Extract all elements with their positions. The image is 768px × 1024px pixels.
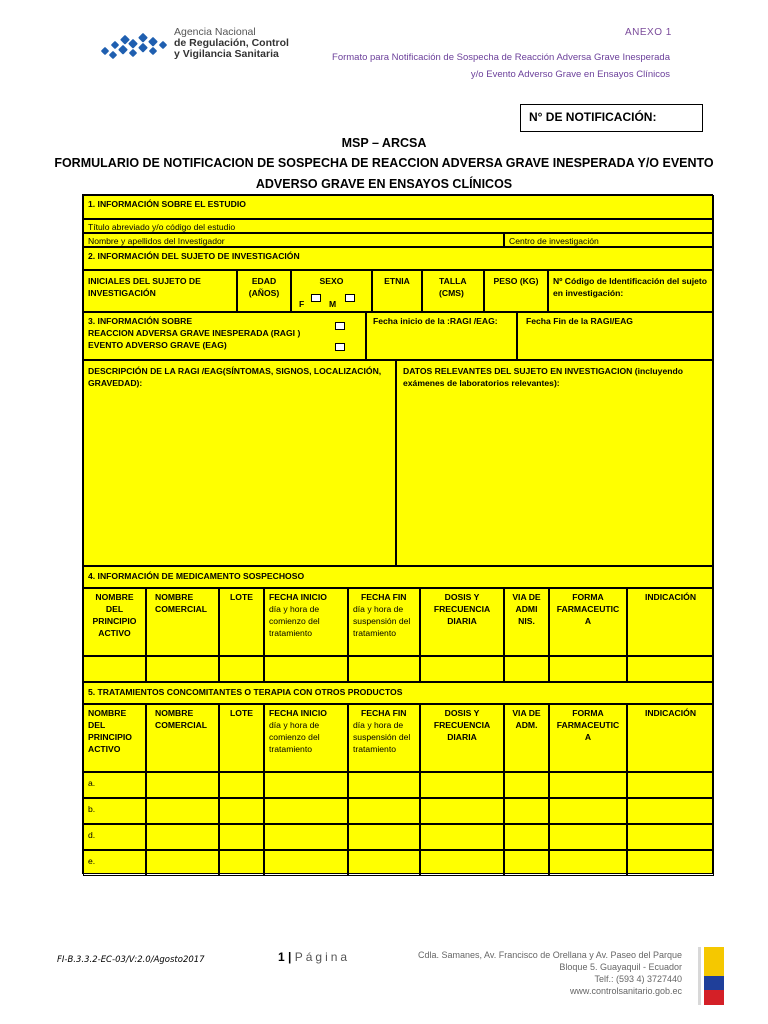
section-5-title: 5. TRATAMIENTOS CONCOMITANTES O TERAPIA CON OTROS PRODUCTOS xyxy=(83,682,714,704)
s5-col-pharma-form: FORMA FARMACEUTIC A xyxy=(549,704,627,772)
agency-logo-icon xyxy=(100,30,170,64)
s5-row-label: d. xyxy=(83,824,146,850)
age-field[interactable]: EDAD (AÑOS) xyxy=(237,270,291,312)
s5-start-date-desc: día y hora de comienzo del tratamiento xyxy=(269,720,320,754)
s5-cell[interactable] xyxy=(219,772,264,798)
research-center-field[interactable]: Centro de investigación xyxy=(504,233,714,247)
s5-row-label: e. xyxy=(83,850,146,876)
section-2-title: 2. INFORMACIÓN DEL SUJETO DE INVESTIGACIÓN xyxy=(83,247,714,270)
height-field[interactable]: TALLA (CMS) xyxy=(422,270,484,312)
sex-m-label: M xyxy=(329,299,337,309)
s5-cell[interactable] xyxy=(549,850,627,876)
section-3-title-line-1: 3. INFORMACIÓN SOBRE xyxy=(88,316,193,326)
s4-col-commercial-name: NOMBRE COMERCIAL xyxy=(146,588,219,656)
address-line-3: Telf.: (593 4) 3727440 xyxy=(594,974,682,984)
agency-name xyxy=(174,27,289,60)
page-number: 1 xyxy=(278,950,285,964)
s5-cell[interactable] xyxy=(627,798,714,824)
s5-cell[interactable] xyxy=(420,798,504,824)
s5-cell[interactable] xyxy=(627,772,714,798)
s5-start-date-label: FECHA INICIO xyxy=(269,708,327,718)
form-title-line-1: FORMULARIO DE NOTIFICACION DE SOSPECHA DE REACCION ADVERSA GRAVE INESPERADA Y/O EVENTO xyxy=(54,156,714,170)
document-code: FI-B.3.3.2-EC-03/V:2.0/Agosto2017 xyxy=(57,955,205,965)
format-title-line-2: y/o Evento Adverso Grave en Ensayos Clínicos xyxy=(470,69,670,80)
s5-cell[interactable] xyxy=(549,824,627,850)
s5-col-active-ingredient: NOMBRE DEL PRINCIPIO ACTIVO xyxy=(83,704,146,772)
ragi-checkbox[interactable] xyxy=(335,322,345,330)
s4-col-pharma-form: FORMA FARMACEUTIC A xyxy=(549,588,627,656)
s5-cell[interactable] xyxy=(219,850,264,876)
eag-checkbox[interactable] xyxy=(335,343,345,351)
address-line-2: Bloque 5. Guayaquil - Ecuador xyxy=(559,962,682,972)
s5-cell[interactable] xyxy=(549,772,627,798)
s4-cell[interactable] xyxy=(264,656,348,682)
subject-relevant-data-field[interactable]: DATOS RELEVANTES DEL SUJETO EN INVESTIGACION (incluyendo exámenes de laboratorios relevantes): xyxy=(396,360,714,566)
agency-line-1: Agencia Nacional xyxy=(174,26,256,38)
s4-start-date-desc: día y hora de comienzo del tratamiento xyxy=(269,604,320,638)
subject-initials-field[interactable]: INICIALES DEL SUJETO DE INVESTIGACIÓN xyxy=(83,270,237,312)
notification-form xyxy=(82,194,713,874)
subject-id-code-field[interactable]: Nº Código de Identificación del sujeto en investigación: xyxy=(548,270,714,312)
s5-cell[interactable] xyxy=(627,824,714,850)
s5-cell[interactable] xyxy=(420,772,504,798)
weight-field[interactable]: PESO (KG) xyxy=(484,270,548,312)
s5-end-date-label: FECHA FIN xyxy=(361,708,407,718)
s4-col-start-date xyxy=(264,588,348,656)
s4-cell[interactable] xyxy=(83,656,146,682)
s5-cell[interactable] xyxy=(146,772,219,798)
address-line-1: Cdla. Samanes, Av. Francisco de Orellana y Av. Paseo del Parque xyxy=(418,950,682,960)
s4-cell[interactable] xyxy=(219,656,264,682)
section-3-title-line-3: EVENTO ADVERSO GRAVE (EAG) xyxy=(88,340,227,350)
sex-m-checkbox[interactable] xyxy=(345,294,355,302)
reaction-start-date-field[interactable]: Fecha inicio de la :RAGI /EAG: xyxy=(366,312,517,360)
s5-cell[interactable] xyxy=(549,798,627,824)
s5-cell[interactable] xyxy=(146,824,219,850)
notification-number-box[interactable]: N° DE NOTIFICACIÓN: xyxy=(520,104,703,132)
s5-cell[interactable] xyxy=(504,824,549,850)
s5-cell[interactable] xyxy=(504,798,549,824)
page-word: Página xyxy=(294,950,351,964)
ethnicity-field[interactable]: ETNIA xyxy=(372,270,422,312)
s5-end-date-desc: día y hora de suspensión del tratamiento xyxy=(353,720,411,754)
s5-col-route: VIA DE ADM. xyxy=(504,704,549,772)
s5-cell[interactable] xyxy=(219,798,264,824)
sex-label: SEXO xyxy=(319,276,344,286)
s5-cell[interactable] xyxy=(219,824,264,850)
s4-end-date-desc: día y hora de suspensión del tratamiento xyxy=(353,604,411,638)
s5-col-indication: INDICACIÓN xyxy=(627,704,714,772)
s4-cell[interactable] xyxy=(504,656,549,682)
agency-address xyxy=(400,949,682,997)
section-4-title: 4. INFORMACIÓN DE MEDICAMENTO SOSPECHOSO xyxy=(83,566,714,588)
form-title-msp: MSP – ARCSA xyxy=(341,136,427,150)
s4-cell[interactable] xyxy=(549,656,627,682)
s5-cell[interactable] xyxy=(420,850,504,876)
section-3-title-line-2: REACCION ADVERSA GRAVE INESPERADA (RAGI ) xyxy=(88,328,301,338)
s5-cell[interactable] xyxy=(146,798,219,824)
s4-col-indication: INDICACIÓN xyxy=(627,588,714,656)
sex-f-label: F xyxy=(299,299,305,309)
s4-col-lot: LOTE xyxy=(219,588,264,656)
form-title-line-2: ADVERSO GRAVE EN ENSAYOS CLÍNICOS xyxy=(255,177,513,191)
annex-label: ANEXO 1 xyxy=(625,27,672,38)
s5-cell[interactable] xyxy=(348,772,420,798)
s4-cell[interactable] xyxy=(627,656,714,682)
s5-col-commercial-name: NOMBRE COMERCIAL xyxy=(146,704,219,772)
study-title-field[interactable]: Título abreviado y/o código del estudio xyxy=(83,219,714,233)
reaction-description-field[interactable]: DESCRIPCIÓN DE LA RAGI /EAG(SÍNTOMAS, SIGNOS, LOCALIZACIÓN, GRAVEDAD): xyxy=(83,360,396,566)
page-indicator xyxy=(278,950,350,964)
s4-start-date-label: FECHA INICIO xyxy=(269,592,327,602)
s5-cell[interactable] xyxy=(420,824,504,850)
s4-end-date-label: FECHA FIN xyxy=(361,592,407,602)
investigator-field[interactable]: Nombre y apellidos del Investigador xyxy=(83,233,504,247)
format-title-line-1: Formato para Notificación de Sospecha de Reacción Adversa Grave Inesperada xyxy=(332,52,670,63)
s5-row-label: b. xyxy=(83,798,146,824)
address-line-4: www.controlsanitario.gob.ec xyxy=(569,986,682,996)
section-3-title xyxy=(83,312,366,360)
s4-cell[interactable] xyxy=(348,656,420,682)
s5-cell[interactable] xyxy=(348,798,420,824)
s4-col-dose: DOSIS Y FRECUENCIA DIARIA xyxy=(420,588,504,656)
s5-col-lot: LOTE xyxy=(219,704,264,772)
s5-cell[interactable] xyxy=(348,850,420,876)
section-1-title: 1. INFORMACIÓN SOBRE EL ESTUDIO xyxy=(83,195,714,219)
s5-cell[interactable] xyxy=(348,824,420,850)
sex-f-checkbox[interactable] xyxy=(311,294,321,302)
s5-cell[interactable] xyxy=(264,824,348,850)
agency-line-2: de Regulación, Control xyxy=(174,37,289,49)
s5-cell[interactable] xyxy=(627,850,714,876)
s5-cell[interactable] xyxy=(264,850,348,876)
s4-cell[interactable] xyxy=(420,656,504,682)
s5-cell[interactable] xyxy=(504,850,549,876)
agency-line-3: y Vigilancia Sanitaria xyxy=(174,48,279,60)
ecuador-flag-icon xyxy=(698,947,724,1005)
s5-col-start-date xyxy=(264,704,348,772)
s4-col-end-date xyxy=(348,588,420,656)
s5-row-label: a. xyxy=(83,772,146,798)
s4-col-active-ingredient: NOMBRE DEL PRINCIPIO ACTIVO xyxy=(83,588,146,656)
s4-cell[interactable] xyxy=(146,656,219,682)
page-separator: | xyxy=(288,950,292,964)
s5-cell[interactable] xyxy=(504,772,549,798)
s4-col-route: VIA DE ADMI NIS. xyxy=(504,588,549,656)
s5-cell[interactable] xyxy=(264,772,348,798)
s5-col-dose: DOSIS Y FRECUENCIA DIARIA xyxy=(420,704,504,772)
s5-cell[interactable] xyxy=(264,798,348,824)
s5-col-end-date xyxy=(348,704,420,772)
s5-cell[interactable] xyxy=(146,850,219,876)
reaction-end-date-field[interactable]: Fecha Fin de la RAGI/EAG xyxy=(517,312,714,360)
